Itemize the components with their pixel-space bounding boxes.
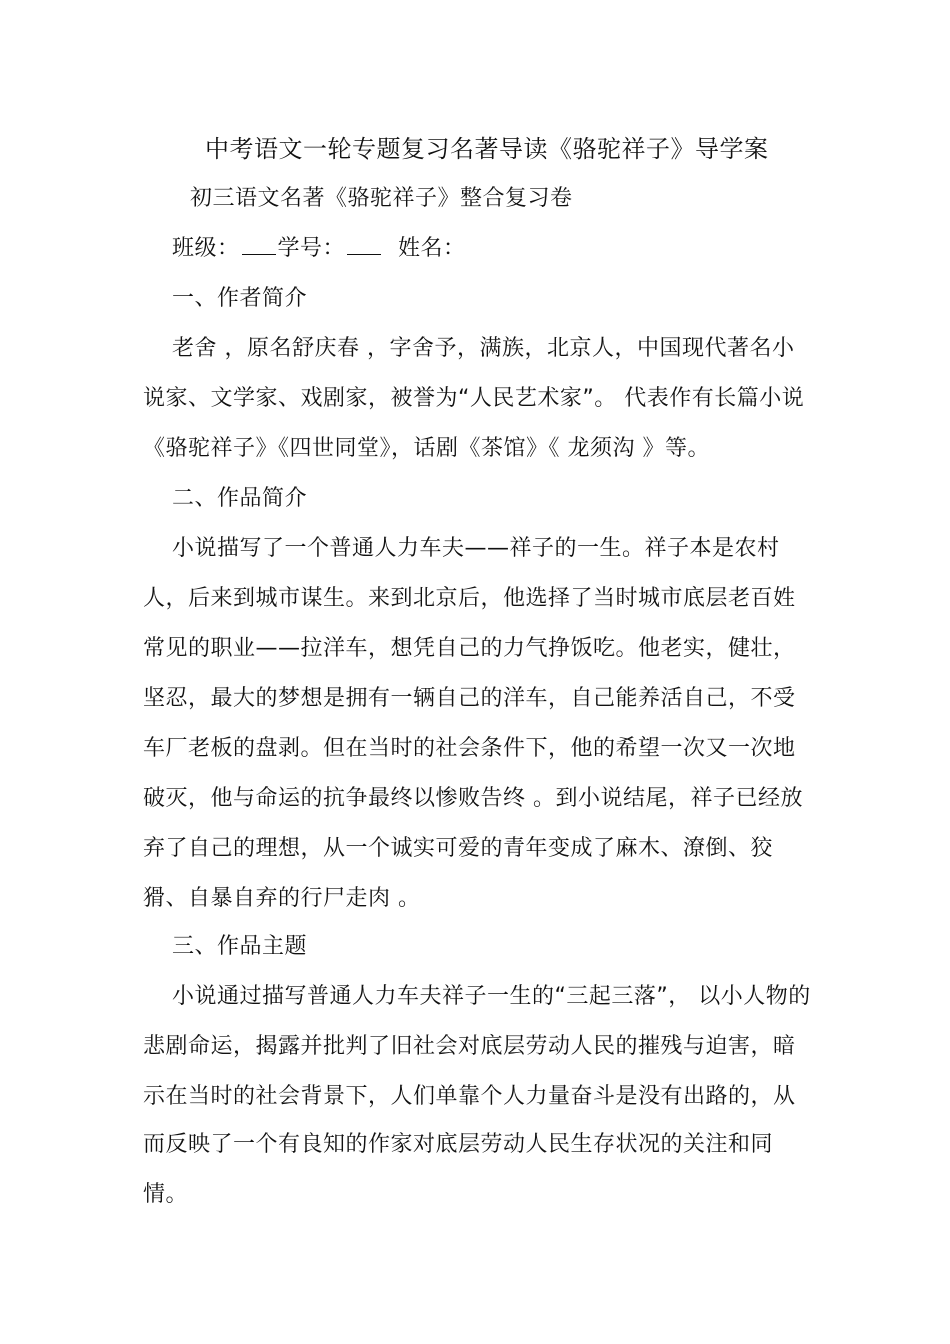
paragraph-line: 老舍 ，原名舒庆春 ，字舍予，满族，北京人，中国现代著名小 bbox=[172, 336, 795, 361]
section-heading-theme: 三、作品主题 bbox=[172, 934, 308, 959]
page-title: 中考语文一轮专题复习名著导读《骆驼祥子》导学案 bbox=[205, 135, 769, 163]
paragraph-line: 《骆驼祥子》《四世同堂》，话剧《茶馆》《 龙须沟 》等。 bbox=[143, 436, 710, 461]
paragraph-line: 人，后来到城市谋生。来到北京后，他选择了当时城市底层老百姓 bbox=[143, 586, 796, 611]
class-label: 班级： bbox=[172, 236, 240, 261]
paragraph-line: 说家、文学家、戏剧家，被誉为“人民艺术家”。 代表作有长篇小说 bbox=[143, 386, 805, 411]
section-heading-author: 一、作者简介 bbox=[172, 286, 308, 311]
paragraph-line: 坚忍，最大的梦想是拥有一辆自己的洋车，自己能养活自己，不受 bbox=[143, 686, 796, 711]
section-heading-work: 二、作品简介 bbox=[172, 486, 308, 511]
class-blank bbox=[242, 234, 276, 255]
paragraph-line: 破灭，他与命运的抗争最终以惨败告终 。到小说结尾，祥子已经放 bbox=[143, 786, 803, 811]
number-label: 学号： bbox=[277, 236, 346, 261]
paragraph-line: 车厂老板的盘剥。但在当时的社会条件下，他的希望一次又一次地 bbox=[143, 736, 796, 761]
paragraph-line: 情。 bbox=[143, 1182, 189, 1207]
paragraph-line: 猾、自暴自弃的行尸走肉 。 bbox=[143, 886, 421, 911]
number-blank bbox=[347, 234, 381, 255]
paragraph-line: 小说通过描写普通人力车夫祥子一生的“三起三落”， 以小人物的 bbox=[172, 984, 811, 1009]
paragraph-line: 常见的职业——拉洋车，想凭自己的力气挣饭吃。他老实，健壮， bbox=[143, 636, 796, 661]
page-subtitle: 初三语文名著《骆驼祥子》整合复习卷 bbox=[190, 186, 573, 211]
student-info-line bbox=[172, 234, 466, 264]
paragraph-line: 而反映了一个有良知的作家对底层劳动人民生存状况的关注和同 bbox=[143, 1132, 774, 1157]
paragraph-line: 小说描写了一个普通人力车夫——祥子的一生。祥子本是农村 bbox=[172, 536, 780, 561]
paragraph-line: 悲剧命运，揭露并批判了旧社会对底层劳动人民的摧残与迫害，暗 bbox=[143, 1034, 796, 1059]
paragraph-line: 弃了自己的理想，从一个诚实可爱的青年变成了麻木、潦倒、狡 bbox=[143, 836, 774, 861]
paragraph-line: 示在当时的社会背景下，人们单靠个人力量奋斗是没有出路的，从 bbox=[143, 1084, 796, 1109]
name-label: 姓名： bbox=[398, 236, 466, 261]
